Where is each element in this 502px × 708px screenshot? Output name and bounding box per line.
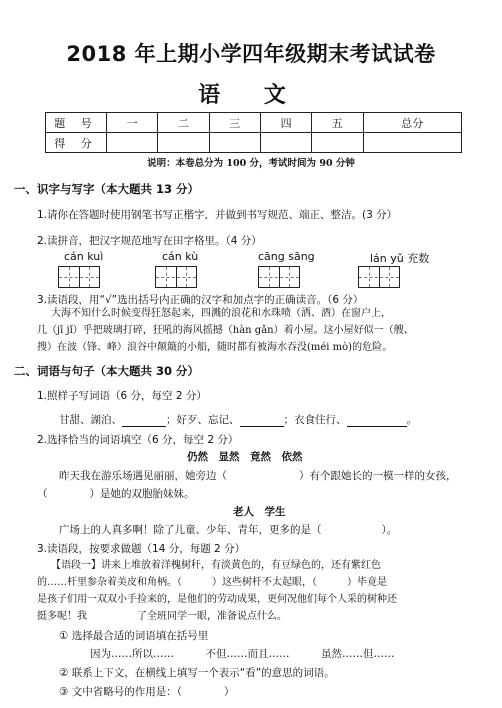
writing-grid[interactable] [155, 266, 197, 288]
q3-passage-line-2: 的……杆里参杂着美皮和角柄。（ ）这些树杆不太起眼，（ ）毕竟是 [37, 577, 387, 588]
score-input-cell[interactable] [260, 133, 311, 153]
writing-grid[interactable] [258, 266, 300, 288]
section1-heading: 一、识字与写字（本大题共 13 分） [14, 182, 200, 196]
score-input-cell[interactable] [158, 133, 209, 153]
score-table-cell: 三 [209, 113, 260, 133]
exam-note: 说明：本卷总分为 100 分，考试时间为 90 分钟 [147, 158, 355, 169]
section2-q2: 2.选择恰当的词语填空（6 分，每空 2 分） [37, 434, 239, 446]
writing-grid[interactable] [58, 266, 100, 288]
q2-word-bank-2: 老人 学生 [233, 506, 286, 518]
q2-sentence-2: （ ）是她的双胞胎妹妹。 [37, 488, 195, 500]
q1-example-3: ；衣食住行、 [283, 414, 347, 426]
section1-q3: 3.读语段，用“√”选出括号内正确的汉字和加点字的正确读音。（6 分） [37, 294, 364, 306]
q2-sentence-3 [59, 522, 397, 537]
section2-q3: 3.读语段，按要求做题（14 分，每题 2 分） [37, 543, 246, 555]
pinyin-2: cán kù [162, 250, 199, 263]
q3-passage-line-1: 【语段一】讲来上堆放着洋槐树秆，有淡黄色的，有豆绿色的，还有紫红色 [51, 560, 381, 571]
score-table-score-row [46, 133, 462, 153]
score-table [45, 112, 462, 153]
q2-sentence-3b: ）。 [381, 524, 398, 536]
q2-sentence-3a: 广场上的人真多啊！除了儿童、少年、青年，更多的是（ [59, 524, 322, 536]
q1-fill-line [59, 412, 417, 427]
passage-line-1: 大海不知什么时候变得狂怒起来，四溅的浪花和水珠喷（洒、酒）在窗户上， [51, 308, 391, 319]
score-table-cell: 得 分 [46, 133, 107, 153]
subject-title: 语 文 [198, 83, 304, 108]
q3-item-3: ③ 文中省略号的作用是：（ ） [59, 686, 235, 698]
pinyin-1: cán kuì [64, 250, 104, 263]
score-table-cell: 一 [107, 113, 158, 133]
section2-heading: 二、词语与句子（本大题共 30 分） [14, 364, 200, 378]
exam-title: 2018 年上期小学四年级期末考试试卷 [66, 42, 436, 66]
score-table-cell: 二 [158, 113, 209, 133]
pinyin-4: lán yǔ 充数 [370, 252, 430, 265]
writing-grid[interactable] [358, 266, 400, 288]
section1-q2: 2.读拼音，把汉字规范地写在田字格里。（4 分） [37, 235, 262, 247]
score-table-cell: 五 [312, 113, 363, 133]
q3-item-options: 因为……所以…… 不但……而且…… 虽然……但…… [90, 648, 395, 660]
q2-word-bank-1: 仍然 显然 竟然 依然 [187, 451, 303, 463]
q1-blank-1[interactable] [122, 414, 166, 427]
q1-blank-3[interactable] [347, 414, 407, 427]
q1-example-1: 甘甜、湖泊、 [59, 414, 122, 426]
section1-q1: 1.请你在答题时使用钢笔书写正楷字，并做到书写规范、端正、整洁。(3 分） [37, 209, 398, 221]
q1-example-2: ；好歹、忘记、 [166, 414, 240, 426]
score-table-cell: 题 号 [46, 113, 107, 133]
score-input-cell[interactable] [209, 133, 260, 153]
score-table-cell: 四 [260, 113, 311, 133]
q3-item-1: ① 选择最合适的词语填在括号里 [59, 630, 209, 642]
q3-passage-line-3: 是孩子们用一双双小手捡来的，是他们的劳动成果，更何况他们每个人采的树种还 [37, 594, 397, 605]
q2-sentence-1 [59, 468, 457, 483]
score-input-cell[interactable] [363, 133, 461, 153]
q1-blank-2[interactable] [240, 414, 284, 427]
q2-sentence-1a: 昨天我在游乐场遇见丽丽，她旁边（ [59, 470, 227, 482]
q1-end: 。 [406, 414, 417, 426]
q2-sentence-1b: ）有个跟她长的一模一样的女孩， [299, 470, 457, 482]
pinyin-3: cāng sāng [258, 250, 315, 263]
q3-item-2: ② 联系上下文，在横线上填写一个表示“看”的意思的词语。 [59, 667, 335, 679]
score-table-cell: 总分 [363, 113, 461, 133]
passage-line-2: 几（jī jǐ）乎把玻璃打碎，狂吼的海风摇撼（hàn gǎn）着小屋。这小屋好似一（艘、 [37, 325, 414, 336]
passage-line-3: 搜）在波（锋、峰）浪谷中颠簸的小船，随时都有被海水吞没(méi mò)的危险。 [37, 342, 393, 353]
section2-q1: 1.照样子写词语（6 分，每空 2 分） [37, 390, 207, 402]
score-table-header-row [46, 113, 462, 133]
score-input-cell[interactable] [312, 133, 363, 153]
q3-passage-line-4: 挺多呢！我 了全班同学一眼，准备说点什么。 [37, 611, 287, 622]
score-input-cell[interactable] [107, 133, 158, 153]
